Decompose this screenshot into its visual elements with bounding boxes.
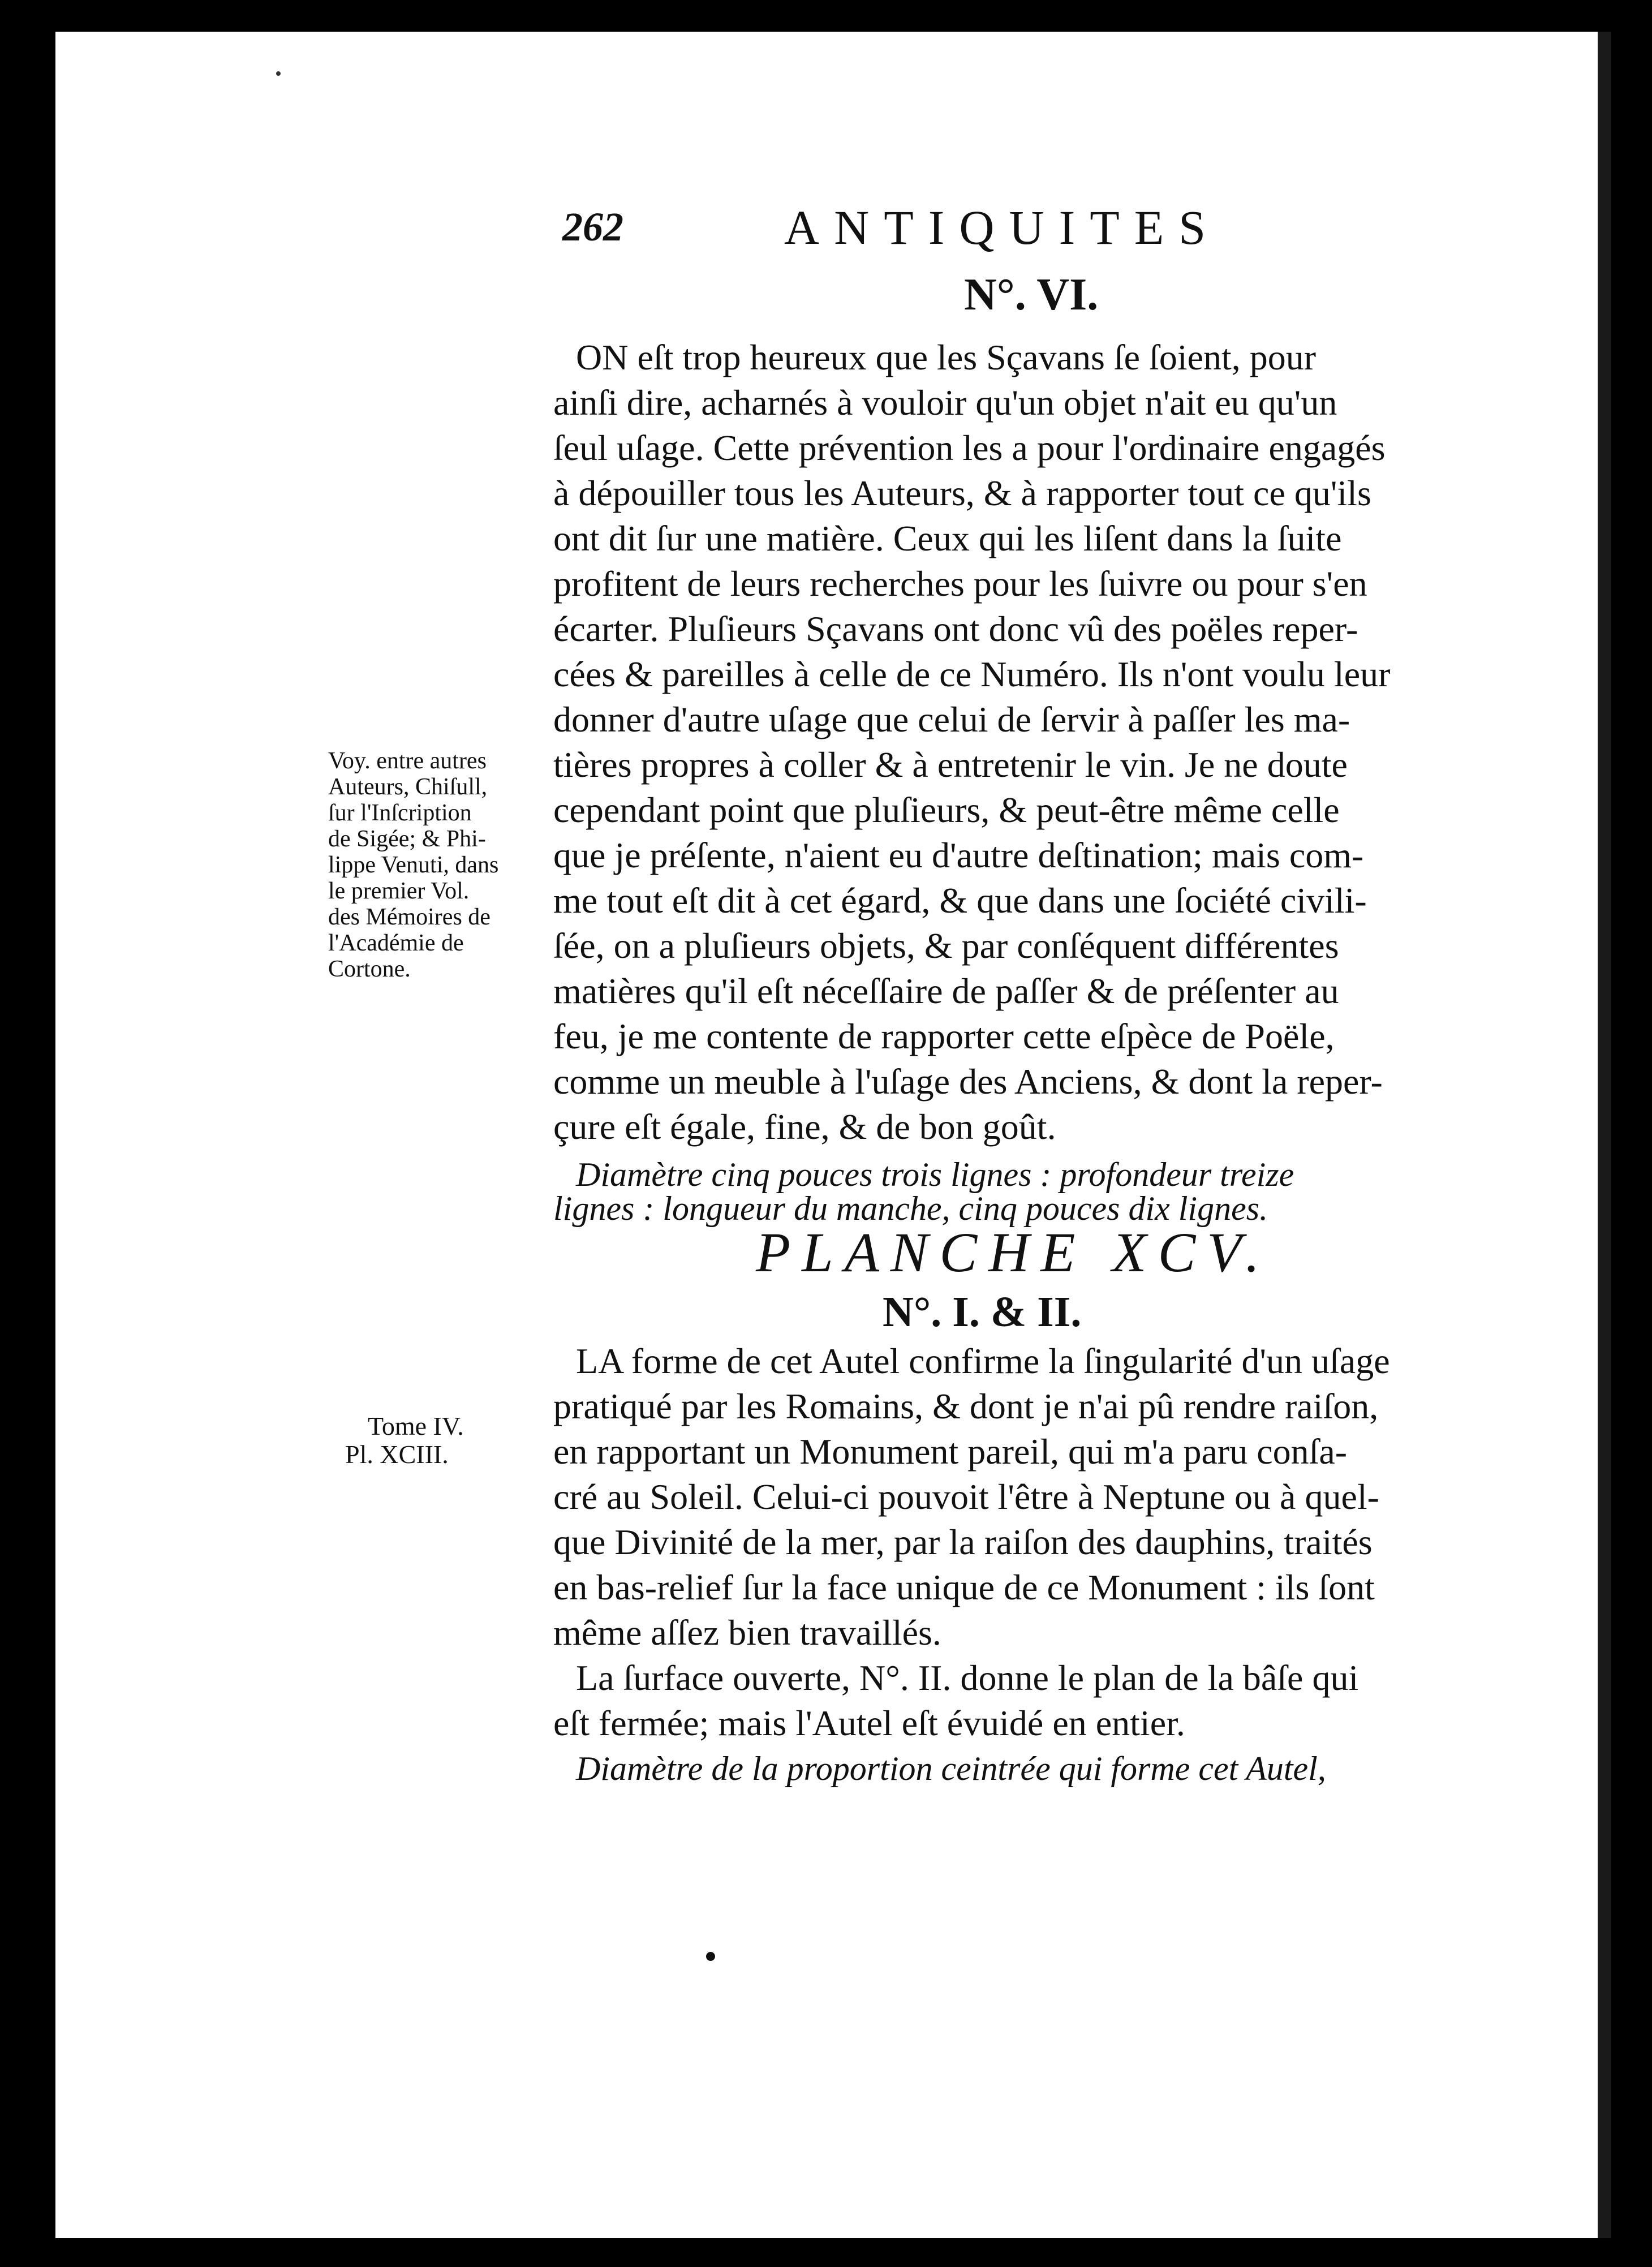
plate-heading: PLANCHE XCV. [756,1221,1271,1284]
measurement-line: Diamètre de la proportion ceintrée qui forme cet Autel, [576,1750,1326,1787]
body-line: donner d'autre uſage que celui de ſervir à paſſer les ma- [553,699,1350,739]
section-heading: N°. I. & II. [883,1288,1082,1336]
margin-note-line: Tome IV. [368,1412,464,1440]
margin-note-line: Cortone. [328,956,411,982]
body-line: cées & pareilles à celle de ce Numéro. Ils n'ont voulu leur [553,654,1391,694]
measurement-line: Diamètre cinq pouces trois lignes : profondeur treize [576,1156,1294,1193]
body-line: ſeul uſage. Cette prévention les a pour l'ordinaire engagés [553,428,1386,468]
body-line: que Divinité de la mer, par la raiſon des dauphins, traités [553,1522,1373,1562]
margin-note-line: des Mémoires de [328,904,491,930]
body-line: tières propres à coller & à entretenir le vin. Je ne doute [553,745,1348,785]
body-line: que je préſente, n'aient eu d'autre deſtination; mais com- [553,835,1364,875]
margin-note-line: l'Académie de [328,930,464,956]
body-line: me tout eſt dit à cet égard, & que dans une ſociété civili- [553,880,1367,920]
body-line: même aſſez bien travaillés. [553,1612,941,1653]
running-title: ANTIQUITES [784,200,1221,255]
body-line: LA forme de cet Autel confirme la ſingularité d'un uſage [576,1341,1390,1381]
body-line: comme un meuble à l'uſage des Anciens, & dont la reper- [553,1061,1383,1102]
body-line: pratiqué par les Romains, & dont je n'ai pû rendre raiſon, [553,1386,1379,1426]
margin-note-line: Voy. entre autres [328,748,487,774]
page-speck [276,71,281,76]
page-number: 262 [562,204,623,250]
body-line: à dépouiller tous les Auteurs, & à rapporter tout ce qu'ils [553,473,1371,513]
body-line: cré au Soleil. Celui-ci pouvoit l'être à Neptune ou à quel- [553,1477,1379,1517]
printer-dot [706,1952,715,1961]
body-line: écarter. Pluſieurs Sçavans ont donc vû des poëles reper- [553,609,1358,649]
body-line: ſée, on a pluſieurs objets, & par conſéquent différentes [553,926,1339,966]
body-line: matières qu'il eſt néceſſaire de paſſer & de préſenter au [553,971,1339,1011]
body-line: feu, je me contente de rapporter cette eſpèce de Poële, [553,1016,1335,1056]
body-line: ont dit ſur une matière. Ceux qui les liſent dans la ſuite [553,518,1342,558]
body-line: ainſi dire, acharnés à vouloir qu'un objet n'ait eu qu'un [553,382,1337,423]
body-line: cependant point que pluſieurs, & peut-être même celle [553,790,1340,830]
margin-note-line: Pl. XCIII. [345,1440,449,1469]
body-line: çure eſt égale, fine, & de bon goût. [553,1107,1056,1147]
margin-note-line: ſur l'Inſcription [328,800,472,826]
body-line: en bas-relief ſur la face unique de ce Monument : ils ſont [553,1567,1375,1607]
body-line: profitent de leurs recherches pour les ſuivre ou pour s'en [553,563,1367,604]
body-line: ON eſt trop heureux que les Sçavans ſe ſoient, pour [576,337,1317,377]
body-line: en rapportant un Monument pareil, qui m'a paru conſa- [553,1431,1348,1472]
margin-note-line: le premier Vol. [328,878,470,904]
measurement-line: lignes : longueur du manche, cinq pouces dix lignes. [553,1190,1268,1227]
margin-note-line: de Sigée; & Phi- [328,826,486,852]
body-line: La ſurface ouverte, N°. II. donne le plan de la bâſe qui [576,1658,1359,1698]
margin-note-line: lippe Venuti, dans [328,852,499,878]
body-line: eſt fermée; mais l'Autel eſt évuidé en entier. [553,1703,1185,1743]
book-page [55,32,1611,2238]
margin-note-line: Auteurs, Chiſull, [328,774,488,800]
section-heading: N°. VI. [964,270,1099,320]
